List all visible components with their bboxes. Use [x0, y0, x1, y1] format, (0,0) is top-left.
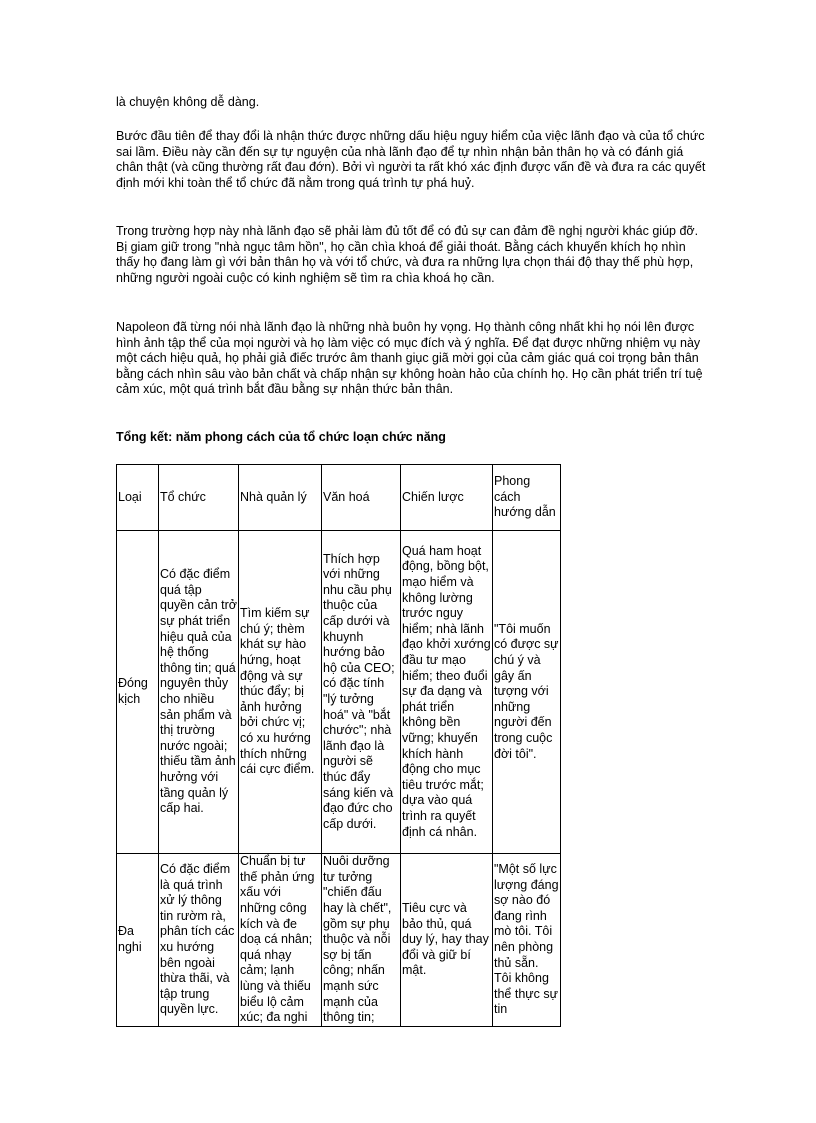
table-cell: Quá ham hoạt động, bồng bột, mạo hiểm và không lường trước nguy hiểm; nhà lãnh đạo khởi xướng đầu tư mạo hiểm; theo đuổi sự đa dạng và phát triển không bền vững; khuyến khích hành động cho mục tiêu trước mắt; dựa vào quá trình ra quyết định cá nhân.: [401, 531, 493, 854]
header-cell-organization: Tổ chức: [159, 465, 239, 531]
table-cell: "Một số lực lượng đáng sợ nào đó đang rình mò tôi. Tôi nên phòng thủ sẵn. Tôi không thể thực sự tin: [493, 854, 561, 1027]
table-cell: Nuôi dưỡng tư tưởng "chiến đấu hay là chết", gồm sự phụ thuộc và nỗi sợ bị tấn công; nhấn mạnh sức mạnh của thông tin;: [322, 854, 401, 1027]
table-cell: Đóng kịch: [117, 531, 159, 854]
header-cell-guidance-style: Phong cách hướng dẫn: [493, 465, 561, 531]
header-cell-manager: Nhà quản lý: [239, 465, 322, 531]
table-title: Tổng kết: năm phong cách của tổ chức loạn chức năng: [116, 430, 446, 444]
table-cell: Tiêu cực và bảo thủ, quá duy lý, hay thay đổi và giữ bí mật.: [401, 854, 493, 1027]
header-cell-culture: Văn hoá: [322, 465, 401, 531]
table-row: [117, 531, 561, 854]
table-cell: "Tôi muốn có được sự chú ý và gây ấn tượng với những người đến trong cuộc đời tôi".: [493, 531, 561, 854]
paragraph-4: Napoleon đã từng nói nhà lãnh đạo là những nhà buôn hy vọng. Họ thành công nhất khi họ nói lên được hình ảnh tập thể của mọi người và họ làm việc có mục đích và ý nghĩa. Để đạt được những nhiệm vụ này một cách hiệu quả, họ phải giả điếc trước âm thanh giục giã mời gọi của cảm giác quá coi trọng bản thân bằng cách nhìn sâu vào bản chất và chấp nhận sự không hoàn hảo của chính họ. Họ cần phát triển trí tuệ cảm xúc, một quá trình bắt đầu bằng sự nhận thức bản thân.: [116, 320, 703, 397]
table-cell: Đa nghi: [117, 854, 159, 1027]
table-cell: Chuẩn bị tư thế phản ứng xấu với những công kích và đe doạ cá nhân; quá nhạy cảm; lạnh lùng và thiếu biểu lộ cảm xúc; đa nghi: [239, 854, 322, 1027]
table-cell: Có đặc điểm là quá trình xử lý thông tin rườm rà, phân tích các xu hướng bên ngoài thừa thãi, và tập trung quyền lực.: [159, 854, 239, 1027]
paragraph-1: là chuyện không dễ dàng.: [116, 95, 260, 109]
table-cell: Tìm kiếm sự chú ý; thèm khát sự hào hứng, hoạt động và sự thúc đẩy; bị ảnh hưởng bởi chức vị; có xu hướng thích những cái cực điểm.: [239, 531, 322, 854]
summary-table: [116, 464, 561, 1027]
paragraph-3: Trong trường hợp này nhà lãnh đạo sẽ phải làm đủ tốt để có đủ sự can đảm đề nghị người khác giúp đỡ. Bị giam giữ trong "nhà ngục tâm hồn", họ cần chìa khoá để giải thoát. Bằng cách khuyến khích họ nhìn thấy họ đang làm gì với bản thân họ và với tổ chức, và đưa ra những lựa chọn thái độ thay thế phù hợp, những người ngoài cuộc có kinh nghiệm sẽ tìm ra chìa khoá họ cần.: [116, 224, 699, 285]
paragraph-2: Bước đầu tiên để thay đổi là nhận thức được những dấu hiệu nguy hiểm của việc lãnh đạo và của tổ chức sai lầm. Điều này cần đến sự tự nguyện của nhà lãnh đạo để tự nhìn nhận bản thân họ và có đánh giá chân thật (và cũng thường rất đau đớn). Bởi vì người ta rất khó xác định được vấn đề và đưa ra các quyết định mới khi toàn thể tổ chức đã nằm trong quá trình tự phá huỷ.: [116, 129, 706, 190]
table-cell: Có đặc điểm quá tập quyền cản trở sự phát triển hiệu quả của hệ thống thông tin; quá nguyên thủy cho nhiều sản phẩm và thị trường nước ngoài; thiếu tầm ảnh hưởng với tầng quản lý cấp hai.: [159, 531, 239, 854]
table-row: [117, 854, 561, 1027]
table-cell: Thích hợp với những nhu cầu phụ thuộc của cấp dưới và khuynh hướng bảo hộ của CEO; có đặc tính "lý tưởng hoá" và "bắt chước"; nhà lãnh đạo là người sẽ thúc đẩy sáng kiến và đạo đức cho cấp dưới.: [322, 531, 401, 854]
header-cell-type: Loại: [117, 465, 159, 531]
header-cell-strategy: Chiến lược: [401, 465, 493, 531]
table-header-row: [117, 465, 561, 531]
